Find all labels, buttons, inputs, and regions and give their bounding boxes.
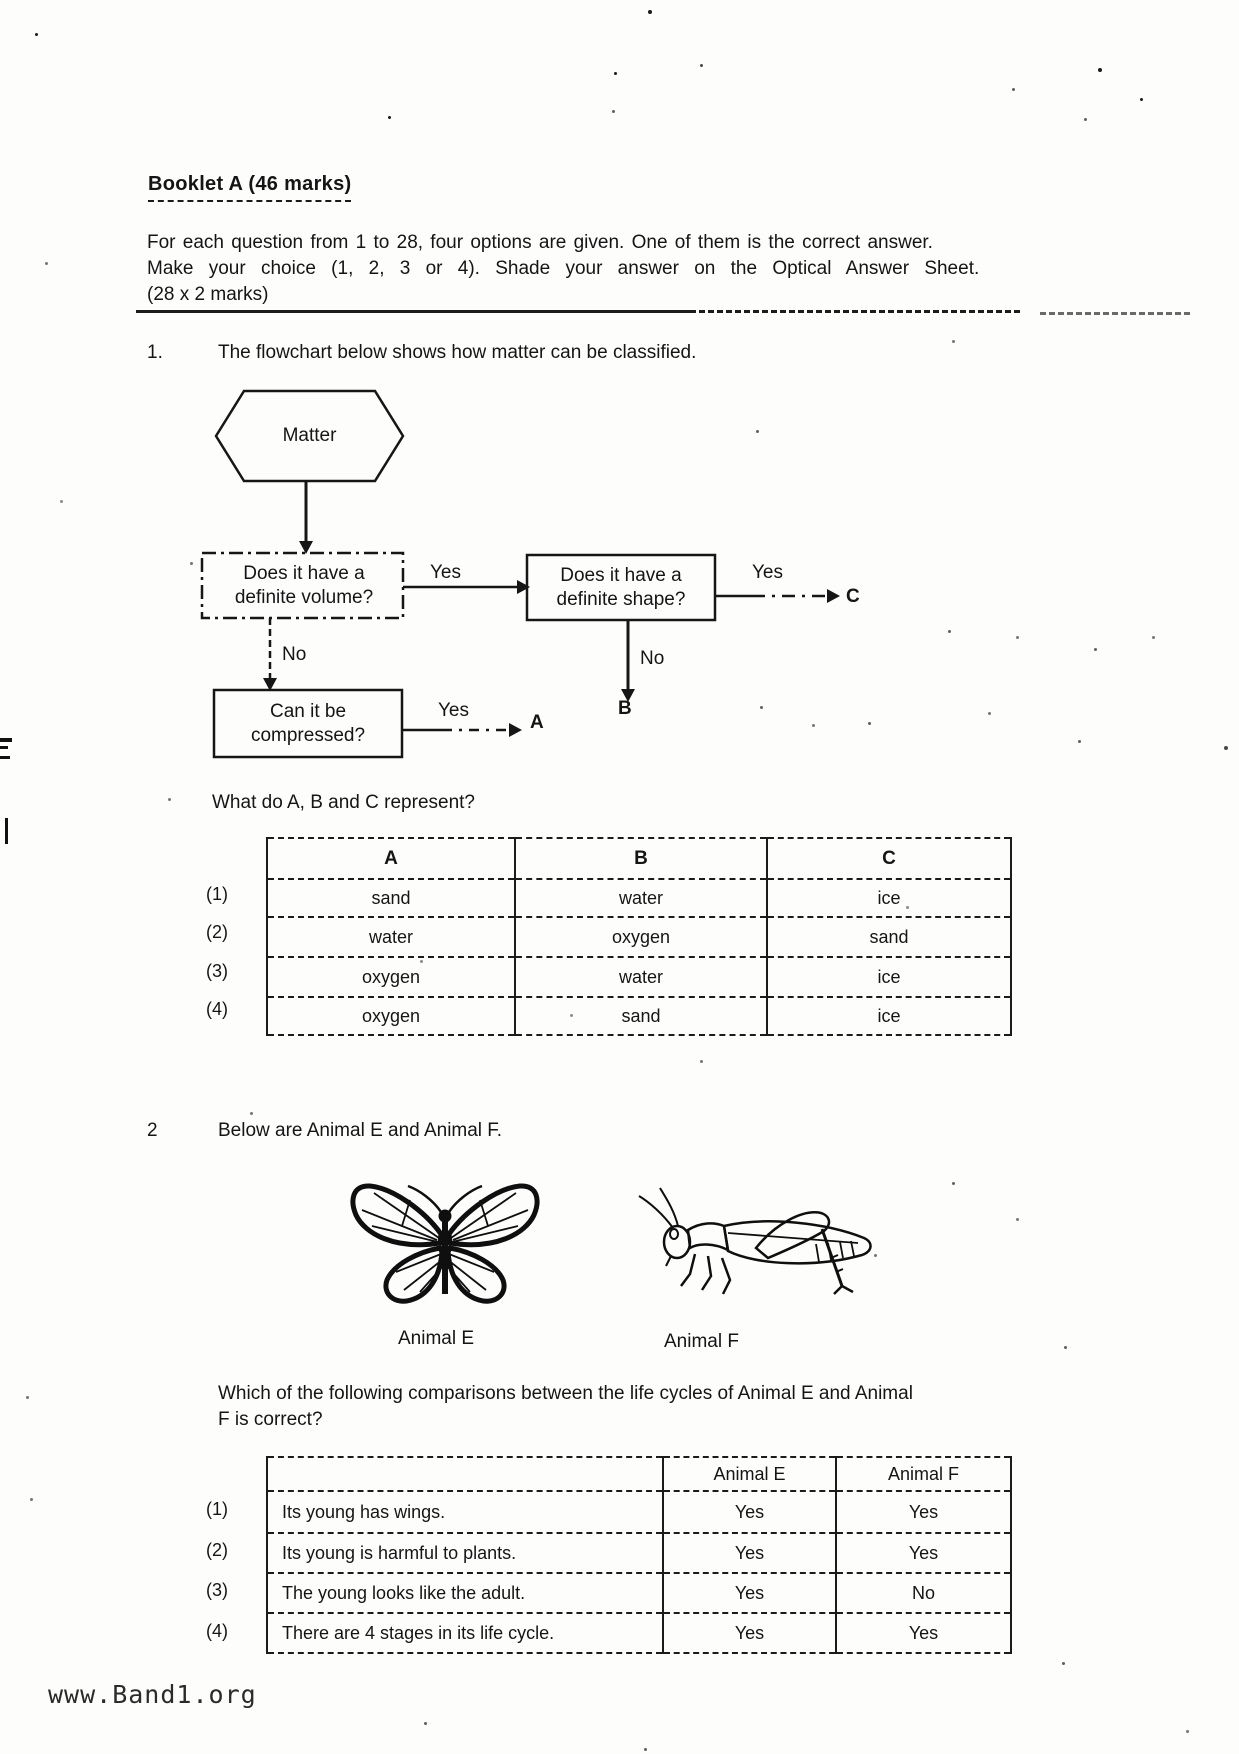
q2-col-animal-f: Animal F [836,1457,1011,1491]
section-divider [136,310,690,313]
q1-col-b: B [515,838,767,879]
q1-cell: oxygen [267,957,515,997]
result-b-label: B [618,698,632,719]
result-c-label: C [846,586,860,607]
flowchart-compress-node: Can it be compressed? [250,701,366,746]
instructions-line-1: For each question from 1 to 28, four options are given. One of them is the correct answer. [147,232,933,253]
yes-label-3: Yes [438,700,469,721]
q1-question: What do A, B and C represent? [212,792,475,813]
q2-question-line-1: Which of the following comparisons between the life cycles of Animal E and Animal [218,1383,913,1404]
flowchart-volume-node: Does it have a definite volume? [234,563,374,608]
q1-cell: oxygen [267,997,515,1035]
q1-prompt: The flowchart below shows how matter can be classified. [218,342,697,363]
q2-cell: Yes [836,1613,1011,1653]
q1-option-label-2: (2) [206,922,228,942]
q1-cell: water [267,917,515,957]
q1-option-label-4: (4) [206,999,228,1019]
table-row [267,1491,1011,1533]
q1-option-label-1: (1) [206,884,228,904]
table-row [267,1613,1011,1653]
q1-header-row [267,838,1011,879]
q1-cell: ice [767,957,1011,997]
q2-option-label-2: (2) [206,1540,228,1560]
q1-col-a: A [267,838,515,879]
watermark: www.Band1.org [48,1680,257,1709]
table-row [267,997,1011,1035]
q2-statement: Its young is harmful to plants. [267,1533,663,1573]
yes-label-2: Yes [752,562,783,583]
q2-prompt: Below are Animal E and Animal F. [218,1120,503,1141]
q1-cell: sand [515,997,767,1035]
q2-option-label-1: (1) [206,1499,228,1519]
grasshopper-image [635,1176,890,1324]
q2-col-statement [267,1457,663,1491]
q2-question-line-2: F is correct? [218,1409,323,1430]
q2-cell: Yes [663,1613,836,1653]
flowchart-shape-node: Does it have a definite shape? [556,565,686,610]
q2-statement: Its young has wings. [267,1491,663,1533]
q2-statement: The young looks like the adult. [267,1573,663,1613]
q1-option-label-3: (3) [206,961,228,981]
table-row [267,1573,1011,1613]
animal-f-caption: Animal F [664,1331,739,1352]
q1-cell: ice [767,879,1011,917]
q1-cell: sand [267,879,515,917]
q2-option-label-4: (4) [206,1621,228,1641]
q1-cell: water [515,879,767,917]
q2-cell: Yes [663,1491,836,1533]
q2-cell: Yes [836,1533,1011,1573]
table-row [267,1533,1011,1573]
table-row [267,879,1011,917]
q2-col-animal-e: Animal E [663,1457,836,1491]
q1-cell: water [515,957,767,997]
yes-label-1: Yes [430,562,461,583]
booklet-title: Booklet A (46 marks) [148,172,351,202]
section-divider-tail [1040,312,1190,315]
q2-cell: Yes [663,1533,836,1573]
q2-cell: No [836,1573,1011,1613]
animal-e-caption: Animal E [398,1328,475,1349]
q2-statement: There are 4 stages in its life cycle. [267,1613,663,1653]
q2-number: 2 [147,1120,158,1141]
q1-cell: oxygen [515,917,767,957]
instructions-line-2: Make your choice (1, 2, 3 or 4). Shade your answer on the Optical Answer Sheet. [147,258,980,279]
q2-header-row [267,1457,1011,1491]
flowchart-start-node: Matter [282,425,337,446]
q1-options-table [266,837,1012,1036]
q1-col-c: C [767,838,1011,879]
no-label-2: No [640,648,665,669]
q1-cell: sand [767,917,1011,957]
table-row [267,917,1011,957]
no-label-1: No [282,644,307,665]
q2-cell: Yes [663,1573,836,1613]
section-divider-dashes [690,310,1020,313]
q1-number: 1. [147,342,163,363]
q2-cell: Yes [836,1491,1011,1533]
result-a-label: A [530,712,544,733]
q2-options-table [266,1456,1012,1654]
table-row [267,957,1011,997]
q2-option-label-3: (3) [206,1580,228,1600]
q1-cell: ice [767,997,1011,1035]
instructions-line-3: (28 x 2 marks) [147,284,269,305]
butterfly-image [340,1170,550,1320]
